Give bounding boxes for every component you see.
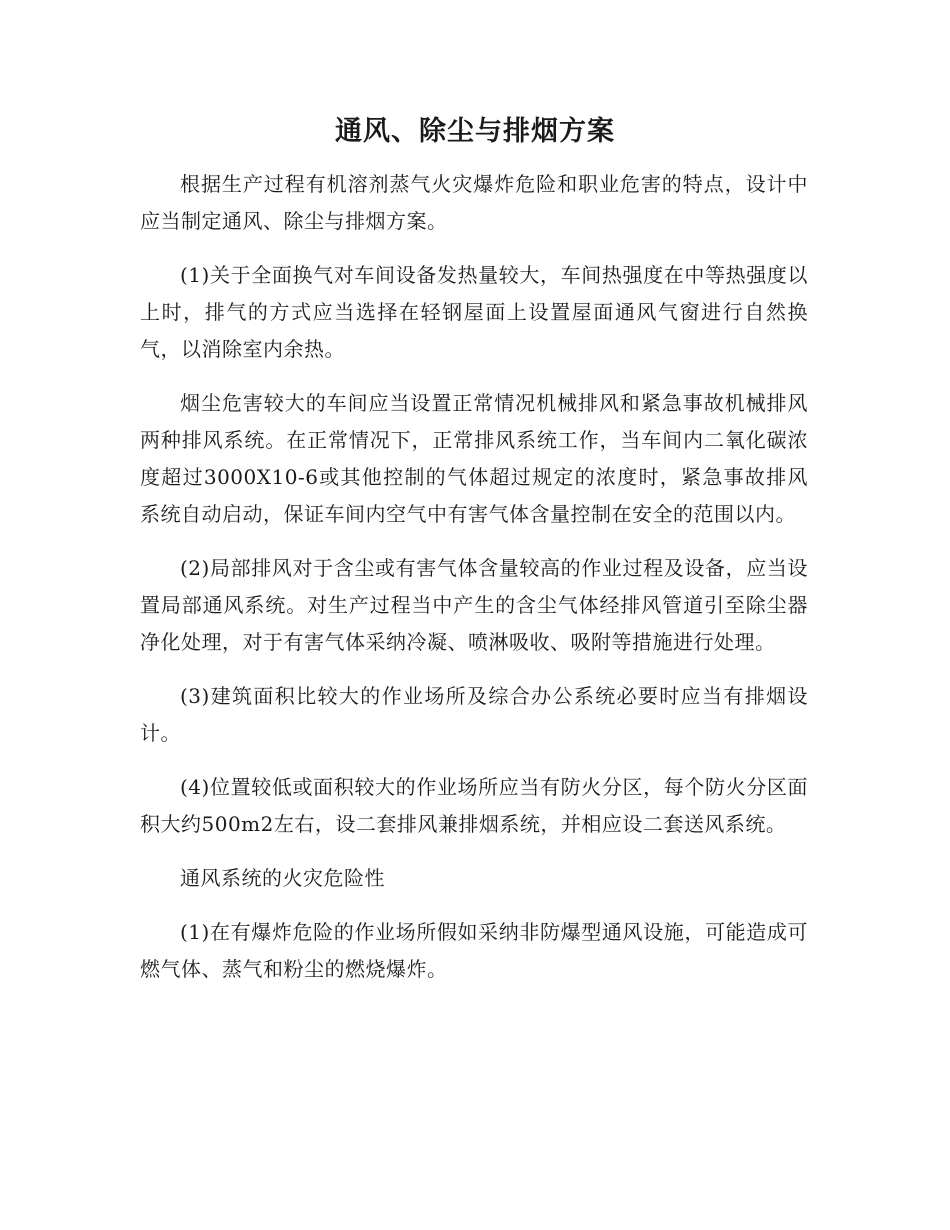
section-heading-fire-risk: 通风系统的火灾危险性: [180, 866, 385, 890]
paragraph-intro: 根据生产过程有机溶剂蒸气火灾爆炸危险和职业危害的特点，设计中应当制定通风、除尘与排烟方案。: [140, 172, 808, 233]
paragraph-smoke-exhaust: (3)建筑面积比较大的作业场所及综合办公系统必要时应当有排烟设计。: [140, 684, 808, 745]
paragraph-explosion-risk: (1)在有爆炸危险的作业场所假如采纳非防爆型通风设施，可能造成可燃气体、蒸气和粉尘的燃烧爆炸。: [140, 920, 808, 981]
document-body: [140, 166, 808, 1005]
paragraph-general-ventilation: (1)关于全面换气对车间设备发热量较大，车间热强度在中等热强度以上时，排气的方式应当选择在轻钢屋面上设置屋面通风气窗进行自然换气，以消除室内余热。: [140, 263, 808, 361]
paragraph-fire-zones: (4)位置较低或面积较大的作业场所应当有防火分区，每个防火分区面积大约500m2左右，设二套排风兼排烟系统，并相应设二套送风系统。: [140, 775, 808, 836]
paragraph-emergency-exhaust: 烟尘危害较大的车间应当设置正常情况机械排风和紧急事故机械排风两种排风系统。在正常情况下，正常排风系统工作，当车间内二氧化碳浓度超过3000X10-6或其他控制的气体超过规定的浓度时，紧急事故排风系统自动启动，保证车间内空气中有害气体含量控制在安全的范围以内。: [140, 391, 808, 526]
paragraph-local-exhaust: (2)局部排风对于含尘或有害气体含量较高的作业过程及设备，应当设置局部通风系统。对生产过程当中产生的含尘气体经排风管道引至除尘器净化处理，对于有害气体采纳冷凝、喷淋吸收、吸附等措施进行处理。: [140, 556, 808, 654]
document-title: 通风、除尘与排烟方案: [335, 116, 615, 147]
